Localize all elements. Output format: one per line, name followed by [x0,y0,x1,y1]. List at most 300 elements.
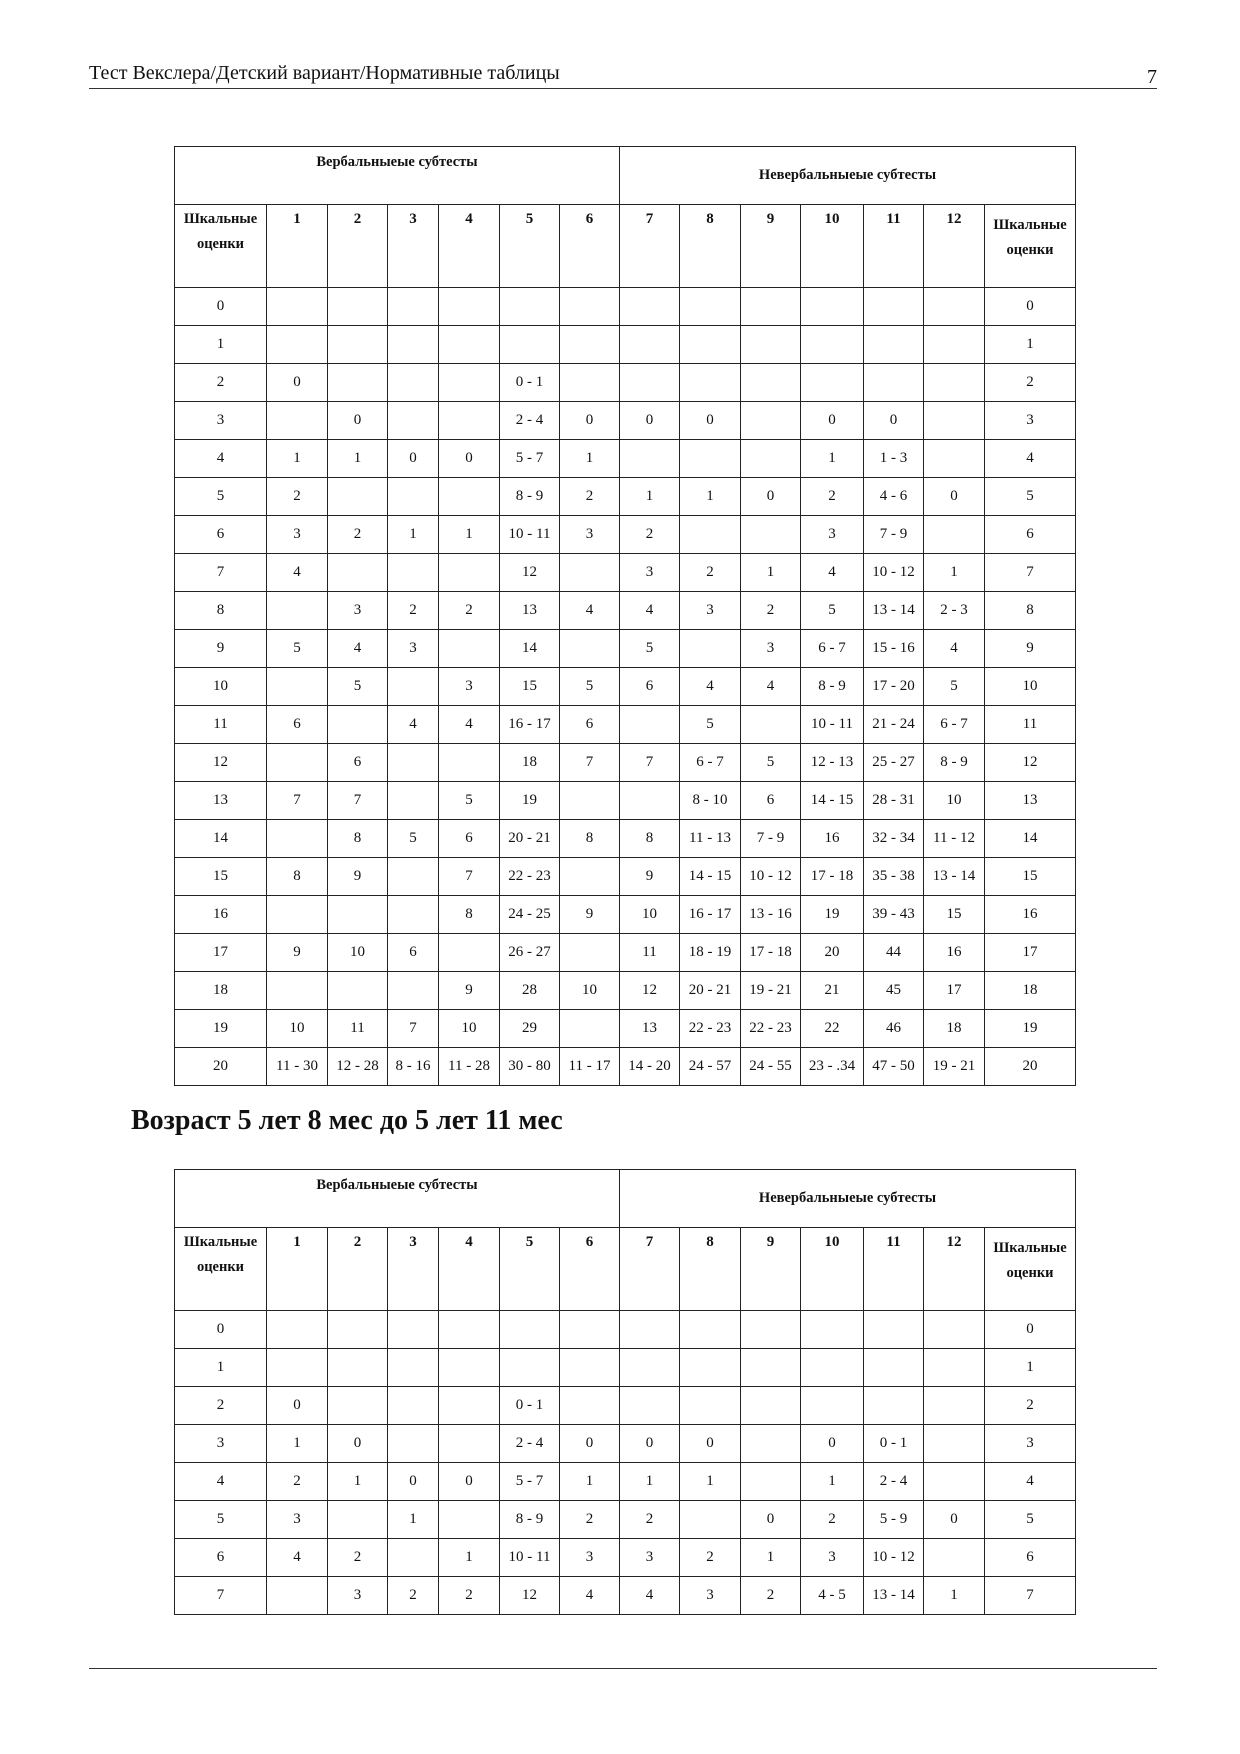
raw-score-cell: 0 [680,402,741,440]
raw-score-cell: 2 [741,1577,801,1615]
raw-score-cell: 14 - 15 [801,782,864,820]
raw-score-cell [680,288,741,326]
raw-score-cell: 32 - 34 [864,820,924,858]
raw-score-cell [741,706,801,744]
scale-score-header: Шкальные оценки [175,205,267,288]
table-row [175,516,1076,554]
raw-score-cell [620,1349,680,1387]
raw-score-cell [388,1349,439,1387]
raw-score-cell: 2 [388,592,439,630]
subtest-col-header: 7 [620,205,680,288]
raw-score-cell: 4 [267,1539,328,1577]
subtest-col-header: 5 [500,205,560,288]
raw-score-cell: 12 [500,1577,560,1615]
subtest-col-header: 12 [924,1228,985,1311]
raw-score-cell: 21 [801,972,864,1010]
raw-score-cell [439,1501,500,1539]
raw-score-cell: 1 [924,554,985,592]
raw-score-cell: 0 - 1 [500,364,560,402]
raw-score-cell: 30 - 80 [500,1048,560,1086]
raw-score-cell: 6 [267,706,328,744]
raw-score-cell: 1 [680,1463,741,1501]
table-row [175,630,1076,668]
raw-score-cell [328,1501,388,1539]
subtest-col-header: 12 [924,205,985,288]
scale-score-cell-right: 0 [985,1311,1076,1349]
subtest-col-header: 1 [267,1228,328,1311]
raw-score-cell: 46 [864,1010,924,1048]
scale-score-cell: 8 [175,592,267,630]
raw-score-cell: 5 [560,668,620,706]
raw-score-cell [388,1311,439,1349]
running-title: Тест Векслера/Детский вариант/Нормативные таблицы [89,62,560,84]
raw-score-cell: 14 - 15 [680,858,741,896]
raw-score-cell: 11 - 28 [439,1048,500,1086]
raw-score-cell [620,288,680,326]
raw-score-cell: 17 - 18 [801,858,864,896]
raw-score-cell [801,1387,864,1425]
raw-score-cell: 11 - 17 [560,1048,620,1086]
table-row [175,1501,1076,1539]
raw-score-cell: 10 [924,782,985,820]
raw-score-cell: 4 [924,630,985,668]
raw-score-cell: 1 [328,440,388,478]
raw-score-cell [680,516,741,554]
raw-score-cell [801,288,864,326]
raw-score-cell: 16 - 17 [500,706,560,744]
raw-score-cell: 5 [267,630,328,668]
raw-score-cell [388,744,439,782]
raw-score-cell: 16 [924,934,985,972]
scale-score-cell: 6 [175,516,267,554]
raw-score-cell [741,1425,801,1463]
subtest-col-header: 9 [741,1228,801,1311]
raw-score-cell: 0 [439,440,500,478]
raw-score-cell: 0 [741,1501,801,1539]
raw-score-cell: 1 [620,478,680,516]
raw-score-cell: 29 [500,1010,560,1048]
raw-score-cell: 18 [924,1010,985,1048]
raw-score-cell: 2 [328,1539,388,1577]
raw-score-cell: 21 - 24 [864,706,924,744]
raw-score-cell: 6 [620,668,680,706]
scale-score-cell: 6 [175,1539,267,1577]
raw-score-cell [439,364,500,402]
raw-score-cell: 23 - .34 [801,1048,864,1086]
scale-score-cell: 12 [175,744,267,782]
raw-score-cell [560,364,620,402]
raw-score-cell: 6 [741,782,801,820]
raw-score-cell [388,1539,439,1577]
raw-score-cell: 2 [680,1539,741,1577]
raw-score-cell: 2 - 4 [500,402,560,440]
table-row [175,554,1076,592]
raw-score-cell: 6 - 7 [924,706,985,744]
subtest-col-header: 11 [864,1228,924,1311]
footer-rule [89,1668,1157,1669]
scale-score-cell-right: 3 [985,1425,1076,1463]
raw-score-cell [924,326,985,364]
scale-score-cell: 3 [175,402,267,440]
nonverbal-subtests-header: Невербальныеые субтесты [620,1170,1076,1228]
raw-score-cell: 4 - 5 [801,1577,864,1615]
scale-score-cell: 14 [175,820,267,858]
raw-score-cell [439,478,500,516]
raw-score-cell: 10 - 12 [864,554,924,592]
scale-score-cell: 2 [175,1387,267,1425]
scale-score-cell: 3 [175,1425,267,1463]
raw-score-cell [680,1349,741,1387]
raw-score-cell: 8 - 10 [680,782,741,820]
raw-score-cell: 0 [924,1501,985,1539]
raw-score-cell: 45 [864,972,924,1010]
raw-score-cell [267,326,328,364]
scale-score-cell-right: 20 [985,1048,1076,1086]
raw-score-cell: 11 - 13 [680,820,741,858]
raw-score-cell [620,1311,680,1349]
raw-score-cell: 25 - 27 [864,744,924,782]
raw-score-cell: 2 [801,1501,864,1539]
raw-score-cell: 8 - 9 [801,668,864,706]
raw-score-cell [620,782,680,820]
raw-score-cell [864,288,924,326]
scale-score-cell-right: 1 [985,326,1076,364]
raw-score-cell: 22 - 23 [741,1010,801,1048]
scale-score-cell: 18 [175,972,267,1010]
table-row [175,782,1076,820]
raw-score-cell: 2 [439,592,500,630]
raw-score-cell: 3 [560,1539,620,1577]
raw-score-cell: 1 [560,440,620,478]
raw-score-cell: 6 [388,934,439,972]
raw-score-cell: 1 [267,1425,328,1463]
raw-score-cell: 3 [267,1501,328,1539]
raw-score-cell: 1 [560,1463,620,1501]
raw-score-cell: 3 [680,592,741,630]
raw-score-cell [741,440,801,478]
raw-score-cell: 5 [924,668,985,706]
raw-score-cell: 2 [388,1577,439,1615]
raw-score-cell: 11 - 12 [924,820,985,858]
raw-score-cell: 7 [439,858,500,896]
raw-score-cell [328,288,388,326]
table-row [175,820,1076,858]
subtest-col-header: 6 [560,205,620,288]
raw-score-cell: 0 [560,1425,620,1463]
raw-score-cell: 13 [500,592,560,630]
raw-score-cell: 9 [328,858,388,896]
raw-score-cell: 10 - 12 [864,1539,924,1577]
raw-score-cell [680,326,741,364]
raw-score-cell [439,1349,500,1387]
raw-score-cell: 4 [439,706,500,744]
raw-score-cell: 1 [801,1463,864,1501]
raw-score-cell [924,1539,985,1577]
raw-score-cell [388,402,439,440]
subtest-col-header: 2 [328,205,388,288]
raw-score-cell [500,326,560,364]
norm-table-2 [174,1169,1076,1615]
raw-score-cell: 7 - 9 [864,516,924,554]
scale-score-cell-right: 18 [985,972,1076,1010]
table-row [175,1425,1076,1463]
raw-score-cell [267,1311,328,1349]
raw-score-cell [560,1387,620,1425]
raw-score-cell: 8 [267,858,328,896]
raw-score-cell [439,326,500,364]
raw-score-cell [560,326,620,364]
scale-score-cell-right: 7 [985,554,1076,592]
raw-score-cell [267,402,328,440]
scale-score-cell: 1 [175,326,267,364]
raw-score-cell: 16 - 17 [680,896,741,934]
table-row [175,326,1076,364]
raw-score-cell [560,782,620,820]
raw-score-cell: 7 [560,744,620,782]
table-row [175,934,1076,972]
raw-score-cell: 16 [801,820,864,858]
raw-score-cell: 0 [620,1425,680,1463]
raw-score-cell [439,630,500,668]
table-row [175,706,1076,744]
scale-score-cell: 20 [175,1048,267,1086]
verbal-subtests-header: Вербальныеые субтесты [175,1170,620,1228]
table-row [175,478,1076,516]
scale-score-cell-right: 0 [985,288,1076,326]
raw-score-cell [741,288,801,326]
raw-score-cell [267,592,328,630]
raw-score-cell [924,516,985,554]
raw-score-cell: 5 [439,782,500,820]
raw-score-cell: 1 [388,1501,439,1539]
raw-score-cell: 12 - 13 [801,744,864,782]
raw-score-cell [267,668,328,706]
raw-score-cell: 1 [680,478,741,516]
raw-score-cell: 3 [801,1539,864,1577]
scale-score-cell: 7 [175,1577,267,1615]
raw-score-cell: 6 [439,820,500,858]
raw-score-cell: 4 [328,630,388,668]
raw-score-cell: 13 - 14 [864,1577,924,1615]
table-row [175,1463,1076,1501]
raw-score-cell [924,364,985,402]
raw-score-cell: 8 - 9 [500,1501,560,1539]
raw-score-cell [328,1311,388,1349]
raw-score-cell: 10 - 11 [801,706,864,744]
raw-score-cell [741,326,801,364]
raw-score-cell: 2 [560,1501,620,1539]
scale-score-cell-right: 15 [985,858,1076,896]
raw-score-cell: 10 - 12 [741,858,801,896]
subtest-col-header: 10 [801,205,864,288]
subtest-col-header: 4 [439,1228,500,1311]
scale-score-cell: 16 [175,896,267,934]
raw-score-cell: 7 - 9 [741,820,801,858]
subtest-col-header: 6 [560,1228,620,1311]
table-row [175,592,1076,630]
raw-score-cell: 19 [801,896,864,934]
age-group-heading: Возраст 5 лет 8 мес до 5 лет 11 мес [131,1105,563,1136]
raw-score-cell [328,326,388,364]
raw-score-cell: 17 - 20 [864,668,924,706]
raw-score-cell: 6 - 7 [801,630,864,668]
page-number: 7 [1147,66,1157,88]
subtest-col-header: 7 [620,1228,680,1311]
raw-score-cell: 2 [328,516,388,554]
raw-score-cell [924,402,985,440]
raw-score-cell: 3 [267,516,328,554]
raw-score-cell: 13 - 16 [741,896,801,934]
raw-score-cell: 24 - 25 [500,896,560,934]
table-row [175,1010,1076,1048]
raw-score-cell [680,630,741,668]
scale-score-cell: 19 [175,1010,267,1048]
raw-score-cell: 20 [801,934,864,972]
raw-score-cell [801,1311,864,1349]
raw-score-cell [924,1387,985,1425]
raw-score-cell: 17 - 18 [741,934,801,972]
raw-score-cell [439,1425,500,1463]
raw-score-cell [560,630,620,668]
raw-score-cell [924,1311,985,1349]
raw-score-cell: 2 [741,592,801,630]
scale-score-cell-right: 17 [985,934,1076,972]
raw-score-cell: 12 - 28 [328,1048,388,1086]
raw-score-cell [439,1311,500,1349]
raw-score-cell: 8 [328,820,388,858]
subtest-col-header: 4 [439,205,500,288]
raw-score-cell [864,1311,924,1349]
raw-score-cell: 2 - 3 [924,592,985,630]
scale-score-header-right: Шкальные оценки [985,205,1076,288]
raw-score-cell: 22 - 23 [680,1010,741,1048]
raw-score-cell: 7 [267,782,328,820]
raw-score-cell [500,1349,560,1387]
raw-score-cell [267,288,328,326]
raw-score-cell: 9 [439,972,500,1010]
raw-score-cell: 10 - 11 [500,1539,560,1577]
raw-score-cell: 8 - 16 [388,1048,439,1086]
raw-score-cell: 13 - 14 [924,858,985,896]
raw-score-cell: 1 [267,440,328,478]
raw-score-cell: 6 - 7 [680,744,741,782]
raw-score-cell [801,364,864,402]
raw-score-cell: 0 [388,440,439,478]
raw-score-cell: 18 [500,744,560,782]
raw-score-cell [680,1501,741,1539]
raw-score-cell [328,554,388,592]
raw-score-cell [388,668,439,706]
raw-score-cell: 13 [620,1010,680,1048]
raw-score-cell: 10 [620,896,680,934]
raw-score-cell: 24 - 55 [741,1048,801,1086]
raw-score-cell [267,744,328,782]
raw-score-cell [801,326,864,364]
raw-score-cell [388,896,439,934]
raw-score-cell: 8 [560,820,620,858]
raw-score-cell: 1 [620,1463,680,1501]
raw-score-cell [388,858,439,896]
raw-score-cell: 5 [741,744,801,782]
raw-score-cell: 2 [267,1463,328,1501]
raw-score-cell [741,364,801,402]
raw-score-cell [741,402,801,440]
raw-score-cell [864,1387,924,1425]
raw-score-cell: 5 - 7 [500,440,560,478]
raw-score-cell: 0 [560,402,620,440]
raw-score-cell: 5 [620,630,680,668]
scale-score-cell-right: 2 [985,364,1076,402]
raw-score-cell: 44 [864,934,924,972]
subtest-col-header: 10 [801,1228,864,1311]
scale-score-cell-right: 2 [985,1387,1076,1425]
subtest-col-header: 3 [388,205,439,288]
raw-score-cell [741,516,801,554]
raw-score-cell: 20 - 21 [500,820,560,858]
raw-score-cell [388,326,439,364]
raw-score-cell: 3 [328,1577,388,1615]
raw-score-cell [267,1577,328,1615]
raw-score-cell: 9 [620,858,680,896]
raw-score-cell: 1 [439,516,500,554]
raw-score-cell: 1 [439,1539,500,1577]
raw-score-cell [328,364,388,402]
raw-score-cell: 5 [680,706,741,744]
scale-score-cell-right: 3 [985,402,1076,440]
raw-score-cell: 2 [620,516,680,554]
raw-score-cell: 19 [500,782,560,820]
raw-score-cell [924,440,985,478]
raw-score-cell [741,1349,801,1387]
raw-score-cell: 6 [560,706,620,744]
raw-score-cell [439,288,500,326]
raw-score-cell [388,554,439,592]
raw-score-cell: 22 [801,1010,864,1048]
raw-score-cell: 47 - 50 [864,1048,924,1086]
raw-score-cell: 4 [560,1577,620,1615]
raw-score-cell: 0 [439,1463,500,1501]
raw-score-cell [924,288,985,326]
scale-score-cell-right: 19 [985,1010,1076,1048]
raw-score-cell: 3 [560,516,620,554]
raw-score-cell: 11 - 30 [267,1048,328,1086]
raw-score-cell: 4 [801,554,864,592]
raw-score-cell: 39 - 43 [864,896,924,934]
raw-score-cell: 3 [620,1539,680,1577]
table-row [175,1539,1076,1577]
table-row [175,668,1076,706]
nonverbal-subtests-header: Невербальныеые субтесты [620,147,1076,205]
table-row [175,1048,1076,1086]
raw-score-cell [560,1349,620,1387]
scale-score-cell: 4 [175,1463,267,1501]
raw-score-cell: 20 - 21 [680,972,741,1010]
scale-score-cell: 11 [175,706,267,744]
raw-score-cell: 14 - 20 [620,1048,680,1086]
raw-score-cell: 0 [267,364,328,402]
verbal-subtests-header: Вербальныеые субтесты [175,147,620,205]
raw-score-cell: 3 [680,1577,741,1615]
raw-score-cell: 0 [864,402,924,440]
raw-score-cell: 15 - 16 [864,630,924,668]
raw-score-cell: 28 - 31 [864,782,924,820]
raw-score-cell [680,440,741,478]
scale-score-cell-right: 5 [985,1501,1076,1539]
scale-score-cell: 7 [175,554,267,592]
raw-score-cell [560,288,620,326]
raw-score-cell: 0 [741,478,801,516]
raw-score-cell: 2 [620,1501,680,1539]
